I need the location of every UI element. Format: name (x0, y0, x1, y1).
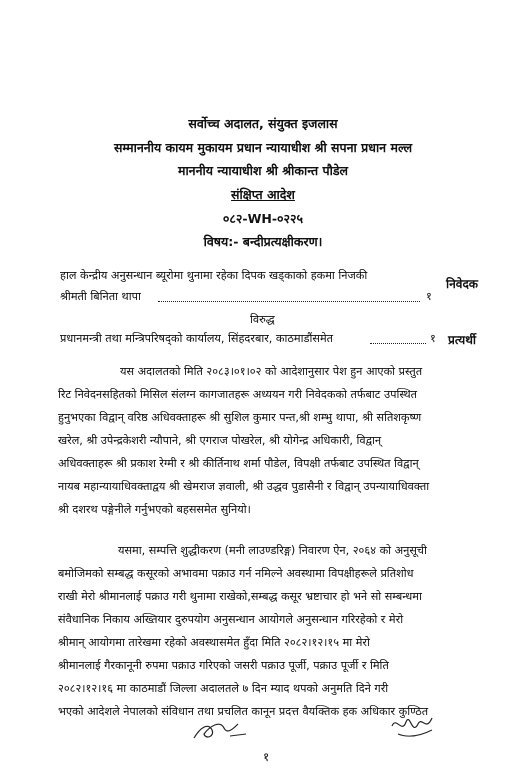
para1-line: खरेल, श्री उपेन्द्रकेशरी न्यौपाने, श्री एगराज पोखरेल, श्री योगेन्द्र अधिकारी, विद्वान् (58, 434, 382, 447)
left-signature (190, 712, 250, 746)
para1-line: नायब महान्यायाधिवक्ताद्वय श्री खेमराज ज्ञवाली, श्री उद्धव पुडासैनी र विद्वान् उपन्यायाधिवक्ता (58, 480, 430, 493)
court-name: सर्वोच्च अदालत, संयुक्त इजलास (188, 116, 338, 131)
petitioner-line-1: हाल केन्द्रीय अनुसन्धान ब्यूरोमा थुनामा रहेका दिपक खड्काको हकमा निजकी (60, 269, 368, 282)
para2-line: २०८२।१२।१६ मा काठमाडौं जिल्ला अदालतले ७ दिन म्याद थपको अनुमति दिने गरी (58, 682, 389, 695)
petitioner-dotted-leader (158, 301, 420, 302)
para1-line: यस अदालतको मिति २०८३।०१।०२ को आदेशानुसार पेश हुन आएको प्रस्तुत (120, 365, 423, 378)
subject-line: विषय:- बन्दीप्रत्यक्षीकरण। (203, 234, 323, 249)
para2-line: राखी मेरो श्रीमानलाई पक्राउ गरी थुनामा राखेको,सम्बद्ध कसूर भ्रष्टाचार हो भने सो सम्बन्धमा (58, 590, 422, 603)
para2-line: बमोजिमको सम्बद्ध कसूरको अभावमा पक्राउ गर्न नमिल्ने अवस्थामा विपक्षीहरूले प्रतिशोध (58, 567, 414, 580)
order-title: संक्षिप्त आदेश (231, 187, 295, 202)
respondent-dotted-leader (370, 343, 426, 344)
para2-line: श्रीमानलाई गैरकानूनी रुपमा पक्राउ गरिएको जसरी पक्राउ पूर्जी, पक्राउ पूर्जी र मिति (58, 659, 389, 672)
case-number: ०८२-WH-०२२५ (222, 211, 304, 226)
respondent-label: प्रत्यर्थी (448, 333, 477, 347)
petitioner-label: निवेदक (446, 277, 479, 291)
right-signature (388, 708, 438, 742)
para1-line: हुनुभएका विद्वान् वरिष्ठ अधिवक्ताहरू श्री सुशिल कुमार पन्त,श्री शम्भु थापा, श्री सतिशकृष्ण (58, 411, 422, 424)
page-number: १ (263, 750, 270, 764)
bench-line-2: माननीय न्यायाधीश श्री श्रीकान्त पौडेल (177, 163, 349, 178)
para1-line: श्री दशरथ पङ्गेनीले गर्नुभएको बहससमेत सुनियो। (58, 503, 251, 516)
respondent-count: १ (430, 332, 436, 345)
respondent-name: प्रधानमन्त्री तथा मन्त्रिपरिषद्को कार्यालय, सिंहदरबार, काठमाडौंसमेत (60, 332, 334, 345)
petitioner-line-2: श्रीमती बिनिता थापा (60, 290, 141, 303)
bench-line-1: सम्माननीय कायम मुकायम प्रधान न्यायाधीश श्री सपना प्रधान मल्ल (113, 140, 413, 155)
para1-line: रिट निवेदनसहितको मिसिल संलग्न कागजातहरू अध्ययन गरी निवेदकको तर्फबाट उपस्थित (58, 388, 418, 401)
versus-label: विरुद्ध (250, 313, 275, 326)
para2-line: संवैधानिक निकाय अख्तियार दुरुपयोग अनुसन्धान आयोगले अनुसन्धान गरिरहेको र मेरो (58, 613, 404, 626)
para2-line: श्रीमान् आयोगमा तारेखमा रहेको अवस्थासमेत हुँदा मिति २०८२।१२।१५ मा मेरो (58, 636, 370, 649)
para2-line: भएको आदेशले नेपालको संविधान तथा प्रचलित कानून प्रदत्त वैयक्तिक हक अधिकार कुण्ठित (58, 705, 429, 718)
petitioner-count: १ (426, 290, 432, 303)
para2-line: यसमा, सम्पत्ति शुद्धीकरण (मनी लाउण्डरिङ्ग) निवारण ऐन, २०६४ को अनुसूची (118, 544, 427, 557)
para1-line: अधिवक्ताहरू श्री प्रकाश रेग्मी र श्री कीर्तिनाथ शर्मा पौडेल, विपक्षी तर्फबाट उपस्थित विद्वान् (58, 457, 419, 470)
